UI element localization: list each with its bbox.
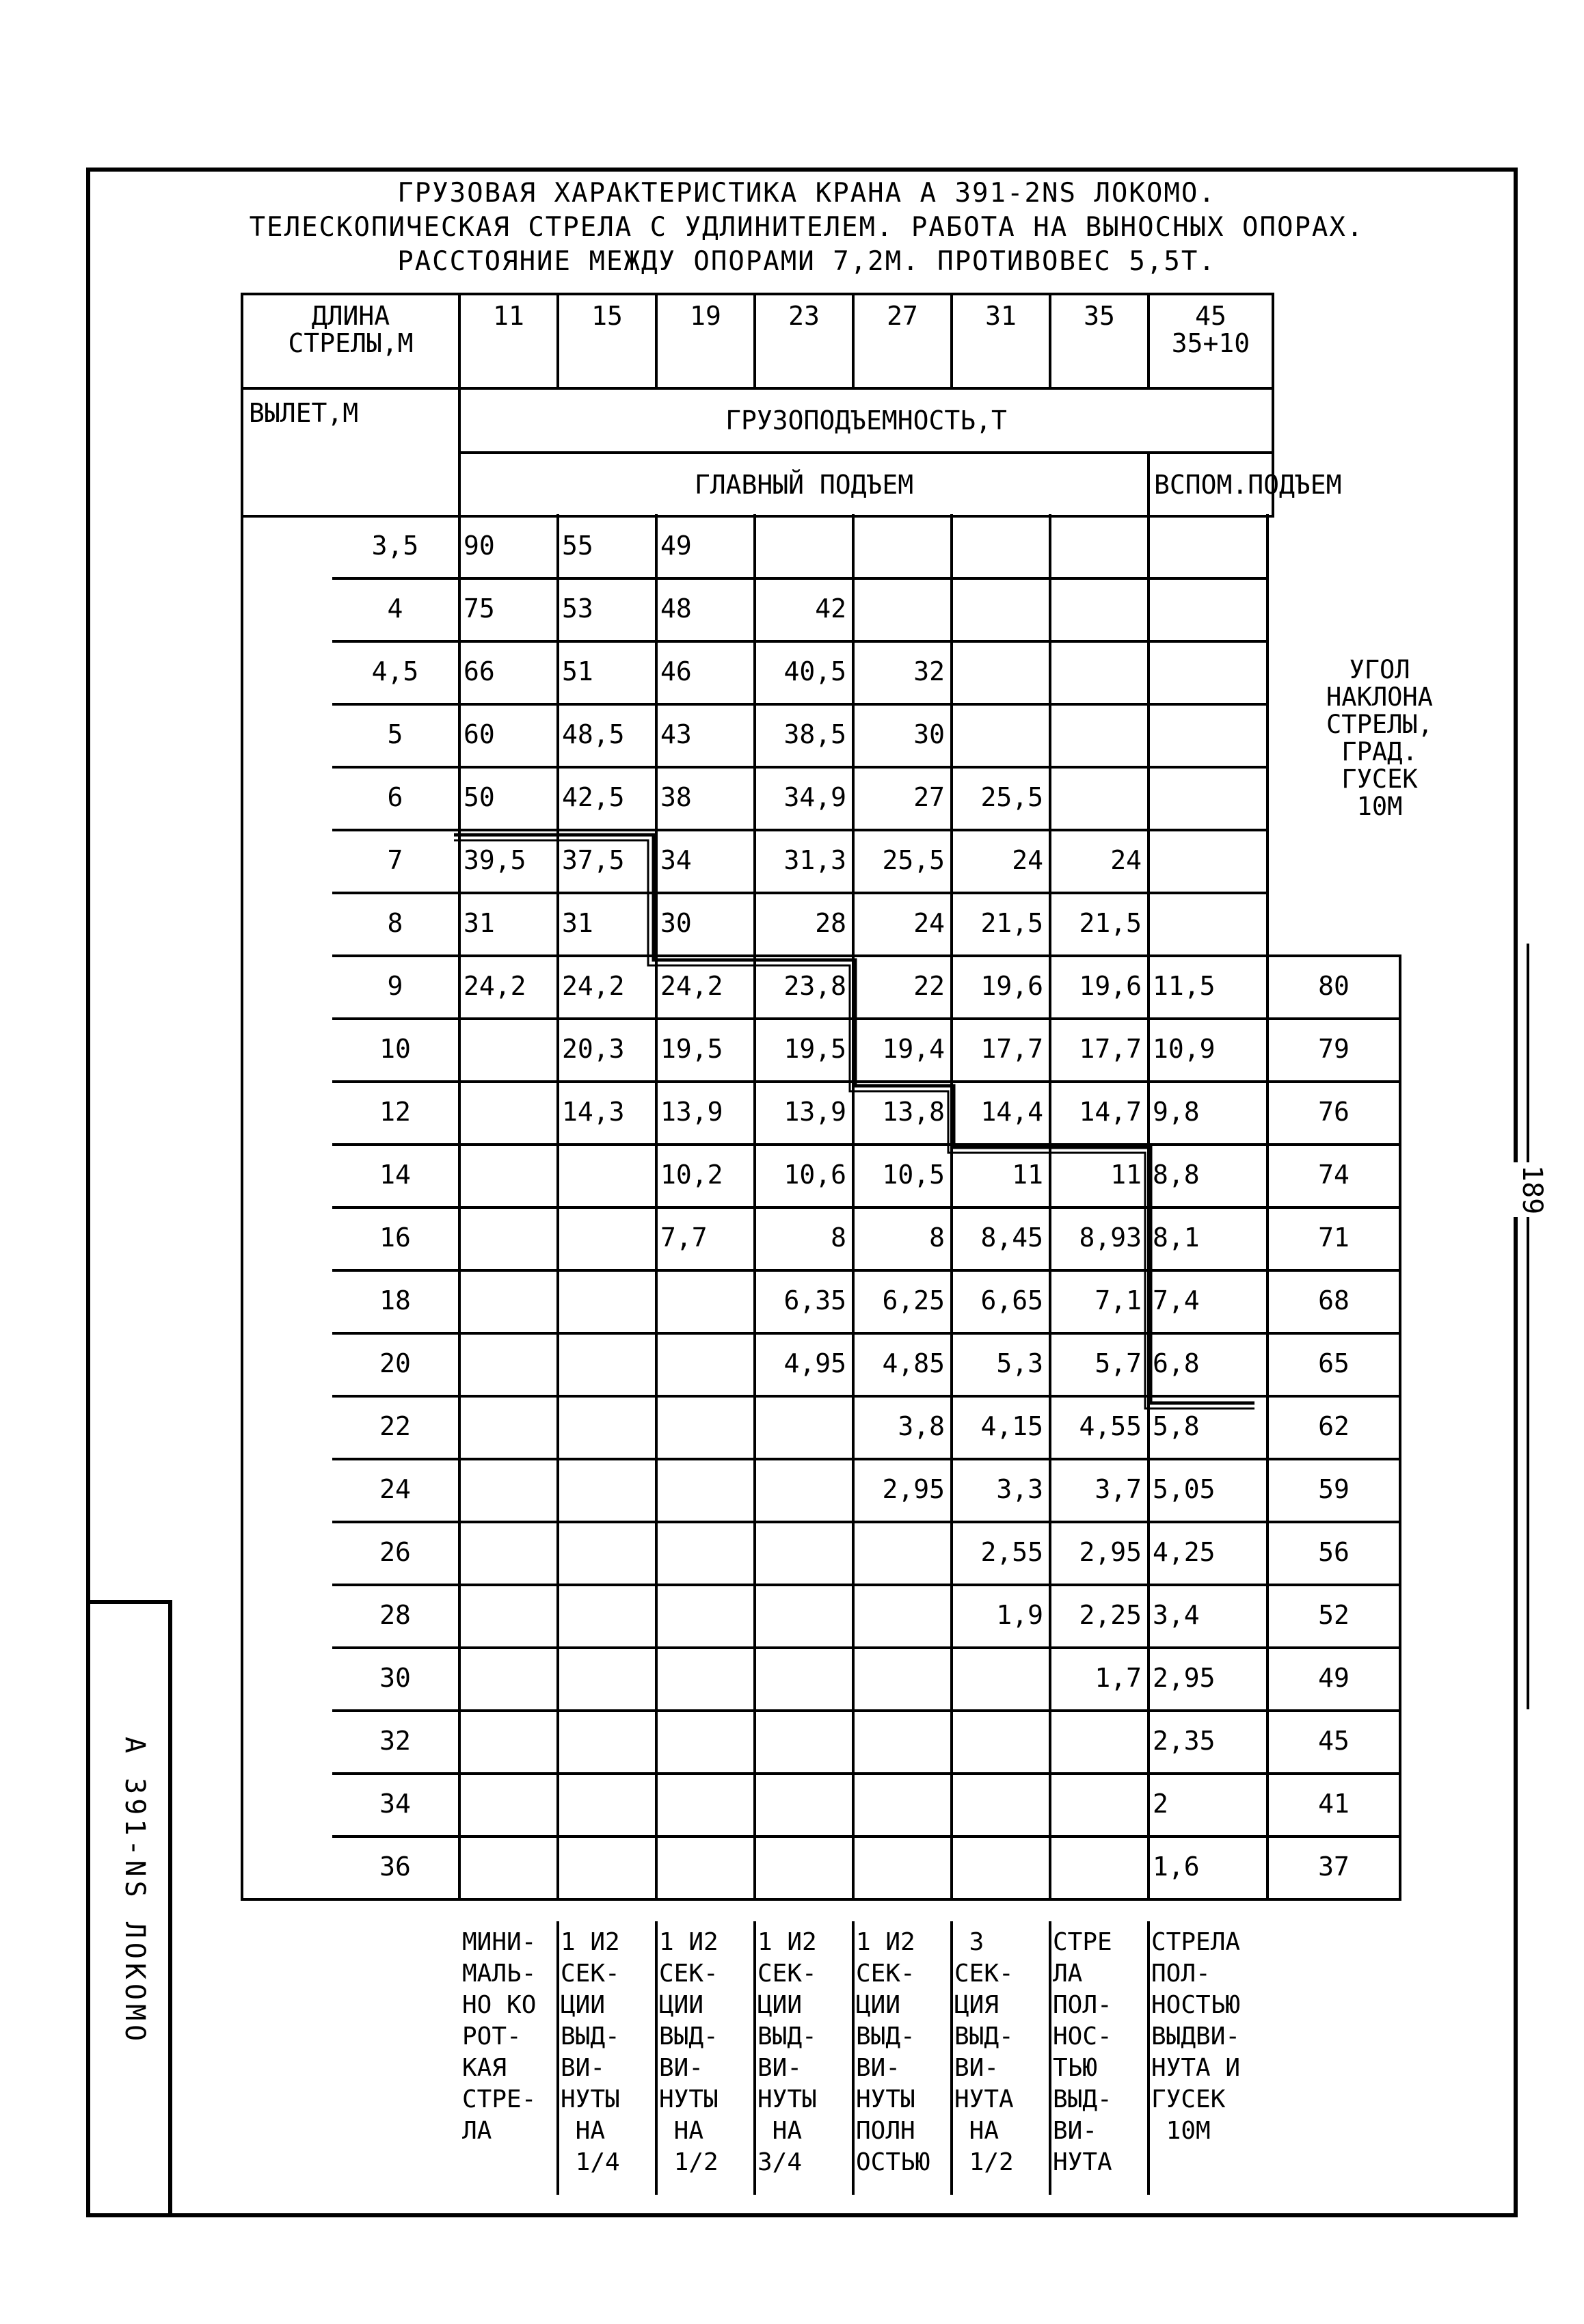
capacity-cell: 6,35 [783,1285,846,1315]
angle-value: 49 [1318,1663,1350,1693]
capacity-cell: 7,7 [660,1223,708,1253]
capacity-cell: 31,3 [783,845,846,875]
radius-value: 8 [387,908,403,938]
angle-value: 79 [1318,1034,1350,1064]
radius-label: ВЫЛЕТ,М [242,388,459,516]
radius-value: 12 [379,1097,411,1127]
capacity-cell: 24 [1110,845,1142,875]
capacity-cell: 10,9 [1153,1034,1216,1064]
capacity-cell: 46 [660,656,692,686]
capacity-cell: 5,05 [1153,1474,1216,1504]
capacity-cell: 5,7 [1095,1348,1142,1378]
capacity-cell: 37,5 [562,845,625,875]
capacity-cell: 14,3 [562,1097,625,1127]
angle-value: 62 [1318,1411,1350,1441]
capacity-cell: 11 [1110,1160,1142,1190]
angle-value: 65 [1318,1348,1350,1378]
capacity-cell: 8,93 [1079,1223,1142,1253]
capacity-cell: 30 [660,908,692,938]
capacity-cell: 3,4 [1153,1600,1200,1630]
capacity-cell: 8 [831,1223,846,1253]
capacity-cell: 7,1 [1095,1285,1142,1315]
column-note: СТРЕЛА ПОЛ- НОСТЬЮ ВЫДВИ- НУТА И ГУСЕК 10М [1151,1928,1241,2145]
boom-length-label: ДЛИНА СТРЕЛЫ,М [242,294,459,388]
boom-length-15: 15 [558,294,656,388]
capacity-cell: 43 [660,719,692,749]
column-note: СТРЕ ЛА ПОЛ- НОС- ТЬЮ ВЫД- ВИ- НУТА [1053,1928,1112,2176]
radius-value: 36 [379,1852,411,1882]
capacity-cell: 27 [913,782,945,812]
capacity-cell: 21,5 [1079,908,1142,938]
capacity-cell: 13,9 [660,1097,723,1127]
main-hoist-label: ГЛАВНЫЙ ПОДЪЕМ [459,453,1149,516]
capacity-cell: 1,6 [1153,1852,1200,1882]
column-note: 1 И2 СЕК- ЦИИ ВЫД- ВИ- НУТЫ ПОЛН ОСТЬЮ [856,1928,930,2176]
capacity-cell: 48,5 [562,719,625,749]
capacity-cell: 8,45 [980,1223,1043,1253]
title-line-2: ТЕЛЕСКОПИЧЕСКАЯ СТРЕЛА С УДЛИНИТЕЛЕМ. РАБОТА НА ВЫНОСНЫХ ОПОРАХ. [249,212,1365,243]
column-note: 1 И2 СЕК- ЦИИ ВЫД- ВИ- НУТЫ НА 1/2 [659,1928,719,2176]
capacity-cell: 53 [562,593,593,624]
capacity-cell: 2,35 [1153,1726,1216,1756]
capacity-cell: 2,95 [882,1474,945,1504]
capacity-cell: 8,8 [1153,1160,1200,1190]
radius-value: 4,5 [371,656,419,686]
capacity-cell: 24 [913,908,945,938]
capacity-cell: 66 [464,656,495,686]
capacity-cell: 24,2 [464,971,526,1001]
boom-length-35: 35 [1050,294,1149,388]
capacity-cell: 4,25 [1153,1537,1216,1567]
capacity-cell: 2,55 [980,1537,1043,1567]
capacity-cell: 20,3 [562,1034,625,1064]
radius-value: 4 [387,593,403,624]
angle-value: 59 [1318,1474,1350,1504]
radius-value: 7 [387,845,403,875]
capacity-cell: 25,5 [882,845,945,875]
radius-value: 26 [379,1537,411,1567]
capacity-cell: 6,25 [882,1285,945,1315]
angle-value: 45 [1318,1726,1350,1756]
capacity-cell: 51 [562,656,593,686]
capacity-cell: 14,7 [1079,1097,1142,1127]
boom-length-19: 19 [656,294,755,388]
capacity-cell: 8,1 [1153,1223,1200,1253]
column-note: 1 И2 СЕК- ЦИИ ВЫД- ВИ- НУТЫ НА 3/4 [757,1928,817,2176]
column-note: 1 И2 СЕК- ЦИИ ВЫД- ВИ- НУТЫ НА 1/4 [561,1928,620,2176]
capacity-cell: 4,95 [783,1348,846,1378]
capacity-cell: 19,5 [783,1034,846,1064]
capacity-cell: 6,8 [1153,1348,1200,1378]
title-line-1: ГРУЗОВАЯ ХАРАКТЕРИСТИКА КРАНА А 391-2NS ЛОКОМО. [397,178,1216,209]
radius-value: 20 [379,1348,411,1378]
angle-value: 52 [1318,1600,1350,1630]
capacity-cell: 38,5 [783,719,846,749]
radius-value: 6 [387,782,403,812]
capacity-cell: 25,5 [980,782,1043,812]
radius-value: 22 [379,1411,411,1441]
capacity-cell: 4,55 [1079,1411,1142,1441]
capacity-cell: 90 [464,531,495,561]
capacity-cell: 5,8 [1153,1411,1200,1441]
capacity-cell: 10,6 [783,1160,846,1190]
side-label: А 391-NS ЛОКОМО [119,1737,150,2046]
capacity-cell: 21,5 [980,908,1043,938]
capacity-cell: 2,95 [1153,1663,1216,1693]
radius-value: 34 [379,1789,411,1819]
capacity-cell: 13,8 [882,1097,945,1127]
capacity-cell: 30 [913,719,945,749]
capacity-cell: 19,6 [1079,971,1142,1001]
capacity-cell: 8 [929,1223,945,1253]
capacity-cell: 14,4 [980,1097,1043,1127]
capacity-cell: 48 [660,593,692,624]
capacity-cell: 5,3 [996,1348,1043,1378]
capacity-cell: 23,8 [783,971,846,1001]
capacity-label: ГРУЗОПОДЪЕМНОСТЬ,Т [459,388,1273,453]
angle-value: 41 [1318,1789,1350,1819]
capacity-cell: 4,15 [980,1411,1043,1441]
capacity-cell: 10,5 [882,1160,945,1190]
capacity-cell: 38 [660,782,692,812]
radius-value: 32 [379,1726,411,1756]
capacity-cell: 24,2 [660,971,723,1001]
title-line-3: РАССТОЯНИЕ МЕЖДУ ОПОРАМИ 7,2М. ПРОТИВОВЕС 5,5Т. [397,246,1216,277]
capacity-cell: 19,5 [660,1034,723,1064]
capacity-cell: 49 [660,531,692,561]
capacity-cell: 3,8 [898,1411,945,1441]
angle-label: УГОЛ НАКЛОНА СТРЕЛЫ, ГРАД. ГУСЕК 10М [1326,655,1433,821]
page-number: 189 [1507,1162,1548,1217]
capacity-cell: 42 [815,593,846,624]
capacity-cell: 3,3 [996,1474,1043,1504]
boom-length-31: 31 [952,294,1050,388]
capacity-cell: 10,2 [660,1160,723,1190]
angle-value: 76 [1318,1097,1350,1127]
boom-length-27: 27 [853,294,952,388]
capacity-cell: 22 [913,971,945,1001]
radius-value: 5 [387,719,403,749]
angle-value: 80 [1318,971,1350,1001]
angle-value: 37 [1318,1852,1350,1882]
capacity-cell: 39,5 [464,845,526,875]
angle-value: 74 [1318,1160,1350,1190]
capacity-cell: 3,7 [1095,1474,1142,1504]
capacity-cell: 6,65 [980,1285,1043,1315]
capacity-cell: 40,5 [783,656,846,686]
column-note: 3 СЕК- ЦИЯ ВЫД- ВИ- НУТА НА 1/2 [954,1928,1014,2176]
boom-length-23: 23 [755,294,853,388]
angle-value: 68 [1318,1285,1350,1315]
capacity-cell: 50 [464,782,495,812]
column-note: МИНИ- МАЛЬ- НО КО РОТ- КАЯ СТРЕ- ЛА [462,1928,537,2145]
capacity-cell: 42,5 [562,782,625,812]
radius-value: 10 [379,1034,411,1064]
capacity-cell: 1,9 [996,1600,1043,1630]
capacity-cell: 75 [464,593,495,624]
capacity-cell: 2,25 [1079,1600,1142,1630]
capacity-cell: 34 [660,845,692,875]
boom-length-11: 11 [459,294,558,388]
capacity-cell: 19,4 [882,1034,945,1064]
radius-value: 30 [379,1663,411,1693]
radius-value: 9 [387,971,403,1001]
radius-value: 24 [379,1474,411,1504]
capacity-cell: 9,8 [1153,1097,1200,1127]
radius-value: 3,5 [371,531,419,561]
capacity-cell: 11 [1012,1160,1043,1190]
capacity-cell: 4,85 [882,1348,945,1378]
capacity-cell: 2 [1153,1789,1168,1819]
capacity-cell: 2,95 [1079,1537,1142,1567]
radius-value: 16 [379,1223,411,1253]
radius-value: 18 [379,1285,411,1315]
capacity-cell: 13,9 [783,1097,846,1127]
capacity-cell: 24 [1012,845,1043,875]
capacity-cell: 24,2 [562,971,625,1001]
capacity-cell: 28 [815,908,846,938]
capacity-cell: 31 [464,908,495,938]
capacity-cell: 55 [562,531,593,561]
capacity-cell: 17,7 [980,1034,1043,1064]
radius-value: 28 [379,1600,411,1630]
capacity-cell: 19,6 [980,971,1043,1001]
capacity-cell: 11,5 [1153,971,1216,1001]
capacity-cell: 34,9 [783,782,846,812]
capacity-cell: 31 [562,908,593,938]
capacity-cell: 7,4 [1153,1285,1200,1315]
angle-value: 71 [1318,1223,1350,1253]
radius-value: 14 [379,1160,411,1190]
angle-value: 56 [1318,1537,1350,1567]
capacity-cell: 60 [464,719,495,749]
aux-hoist-label: ВСПОМ.ПОДЪЕМ [1149,453,1273,516]
capacity-cell: 17,7 [1079,1034,1142,1064]
capacity-cell: 32 [913,656,945,686]
boom-length-45: 45 35+10 [1149,294,1273,388]
capacity-cell: 1,7 [1095,1663,1142,1693]
